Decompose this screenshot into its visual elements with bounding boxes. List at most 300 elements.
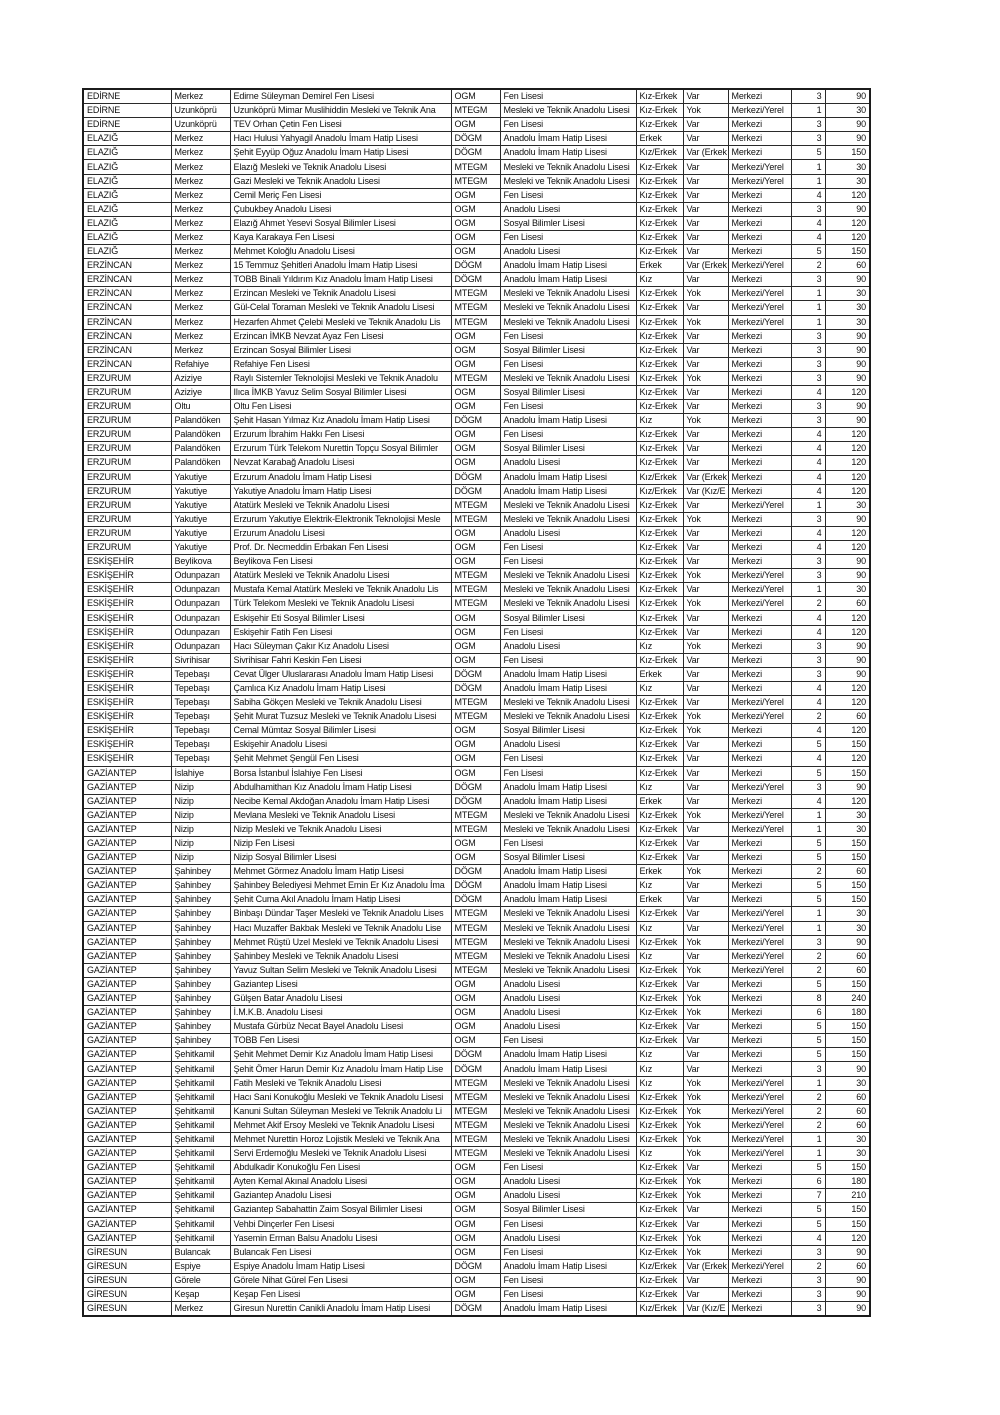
cell-district: Yakutiye bbox=[171, 526, 230, 540]
cell-school-type: Mesleki ve Teknik Anadolu Lisesi bbox=[500, 696, 636, 710]
cell-exam-scope: Merkezi/Yerel bbox=[728, 301, 791, 315]
cell-gender: Kız-Erkek bbox=[636, 104, 683, 118]
cell-quota: 150 bbox=[825, 836, 870, 850]
cell-gender: Kız-Erkek bbox=[636, 1132, 683, 1146]
cell-school-name: Erzurum Anadolu Lisesi bbox=[230, 526, 451, 540]
cell-class-count: 3 bbox=[791, 1287, 825, 1301]
cell-school-type: Anadolu İmam Hatip Lisesi bbox=[500, 1062, 636, 1076]
cell-province: GAZİANTEP bbox=[83, 1034, 171, 1048]
cell-school-name: Şehit Hasan Yılmaz Kız Anadolu İmam Hatip Lisesi bbox=[230, 414, 451, 428]
cell-school-type: Mesleki ve Teknik Anadolu Lisesi bbox=[500, 808, 636, 822]
cell-school-type: Anadolu Lisesi bbox=[500, 245, 636, 259]
cell-gender: Kız-Erkek bbox=[636, 202, 683, 216]
cell-gender: Kız bbox=[636, 879, 683, 893]
cell-quota: 150 bbox=[825, 1020, 870, 1034]
cell-gender: Kız-Erkek bbox=[636, 385, 683, 399]
cell-quota: 30 bbox=[825, 1076, 870, 1090]
table-row bbox=[83, 104, 870, 118]
cell-class-count: 5 bbox=[791, 1203, 825, 1217]
cell-gender: Kız-Erkek bbox=[636, 1231, 683, 1245]
cell-dormitory: Var bbox=[683, 780, 728, 794]
table-row bbox=[83, 766, 870, 780]
cell-district: Merkez bbox=[171, 301, 230, 315]
cell-dormitory: Yok bbox=[683, 287, 728, 301]
cell-quota: 90 bbox=[825, 1273, 870, 1287]
cell-province: ERZURUM bbox=[83, 512, 171, 526]
table-row bbox=[83, 1273, 870, 1287]
table-row bbox=[83, 329, 870, 343]
cell-directorate-code: OGM bbox=[451, 118, 500, 132]
cell-exam-scope: Merkezi bbox=[728, 89, 791, 104]
cell-class-count: 3 bbox=[791, 343, 825, 357]
cell-dormitory: Var bbox=[683, 1217, 728, 1231]
table-row bbox=[83, 639, 870, 653]
cell-quota: 60 bbox=[825, 1090, 870, 1104]
cell-gender: Kız-Erkek bbox=[636, 738, 683, 752]
cell-dormitory: Yok bbox=[683, 963, 728, 977]
cell-gender: Kız-Erkek bbox=[636, 555, 683, 569]
cell-district: Şehitkamil bbox=[171, 1217, 230, 1231]
cell-class-count: 3 bbox=[791, 1302, 825, 1317]
cell-class-count: 5 bbox=[791, 851, 825, 865]
cell-exam-scope: Merkezi bbox=[728, 639, 791, 653]
cell-school-type: Anadolu İmam Hatip Lisesi bbox=[500, 879, 636, 893]
cell-class-count: 1 bbox=[791, 921, 825, 935]
cell-school-type: Mesleki ve Teknik Anadolu Lisesi bbox=[500, 174, 636, 188]
cell-exam-scope: Merkezi bbox=[728, 724, 791, 738]
cell-gender: Kız-Erkek bbox=[636, 935, 683, 949]
cell-quota: 60 bbox=[825, 597, 870, 611]
cell-gender: Kız bbox=[636, 921, 683, 935]
cell-exam-scope: Merkezi/Yerel bbox=[728, 1076, 791, 1090]
cell-dormitory: Var bbox=[683, 357, 728, 371]
cell-district: Merkez bbox=[171, 230, 230, 244]
cell-exam-scope: Merkezi/Yerel bbox=[728, 822, 791, 836]
cell-district: Şehitkamil bbox=[171, 1090, 230, 1104]
cell-province: ESKİŞEHİR bbox=[83, 724, 171, 738]
cell-school-name: Mevlana Mesleki ve Teknik Anadolu Lisesi bbox=[230, 808, 451, 822]
cell-quota: 120 bbox=[825, 794, 870, 808]
table-row bbox=[83, 287, 870, 301]
cell-gender: Kız-Erkek bbox=[636, 1006, 683, 1020]
cell-province: GİRESUN bbox=[83, 1259, 171, 1273]
cell-class-count: 4 bbox=[791, 470, 825, 484]
cell-school-name: Gazi Mesleki ve Teknik Anadolu Lisesi bbox=[230, 174, 451, 188]
cell-quota: 90 bbox=[825, 780, 870, 794]
cell-quota: 60 bbox=[825, 963, 870, 977]
cell-class-count: 3 bbox=[791, 89, 825, 104]
cell-school-name: Şahinbey Belediyesi Mehmet Emin Er Kız Anadolu İma bbox=[230, 879, 451, 893]
cell-school-name: Elazığ Mesleki ve Teknik Anadolu Lisesi bbox=[230, 160, 451, 174]
cell-directorate-code: OGM bbox=[451, 357, 500, 371]
cell-class-count: 3 bbox=[791, 935, 825, 949]
cell-exam-scope: Merkezi bbox=[728, 1203, 791, 1217]
cell-school-name: Eskişehir Fatih Fen Lisesi bbox=[230, 625, 451, 639]
cell-district: Şehitkamil bbox=[171, 1147, 230, 1161]
cell-dormitory: Yok bbox=[683, 315, 728, 329]
cell-quota: 120 bbox=[825, 230, 870, 244]
cell-quota: 90 bbox=[825, 935, 870, 949]
cell-quota: 240 bbox=[825, 992, 870, 1006]
cell-gender: Kız-Erkek bbox=[636, 371, 683, 385]
cell-district: Şahinbey bbox=[171, 921, 230, 935]
cell-quota: 120 bbox=[825, 724, 870, 738]
cell-directorate-code: MTEGM bbox=[451, 1118, 500, 1132]
cell-school-type: Anadolu Lisesi bbox=[500, 977, 636, 991]
cell-school-name: Gülşen Batar Anadolu Lisesi bbox=[230, 992, 451, 1006]
cell-class-count: 3 bbox=[791, 329, 825, 343]
cell-class-count: 1 bbox=[791, 808, 825, 822]
cell-school-name: Gaziantep Anadolu Lisesi bbox=[230, 1189, 451, 1203]
cell-dormitory: Var bbox=[683, 1034, 728, 1048]
cell-gender: Kız/Erkek bbox=[636, 1259, 683, 1273]
cell-province: GAZİANTEP bbox=[83, 1076, 171, 1090]
cell-dormitory: Yok bbox=[683, 1175, 728, 1189]
table-row bbox=[83, 1118, 870, 1132]
table-row bbox=[83, 385, 870, 399]
cell-class-count: 3 bbox=[791, 1062, 825, 1076]
table-row bbox=[83, 301, 870, 315]
cell-province: GAZİANTEP bbox=[83, 1090, 171, 1104]
cell-district: Odunpazarı bbox=[171, 625, 230, 639]
cell-exam-scope: Merkezi bbox=[728, 357, 791, 371]
cell-directorate-code: DÖGM bbox=[451, 470, 500, 484]
cell-exam-scope: Merkezi bbox=[728, 1273, 791, 1287]
cell-province: ESKİŞEHİR bbox=[83, 583, 171, 597]
cell-class-count: 4 bbox=[791, 526, 825, 540]
cell-dormitory: Var bbox=[683, 230, 728, 244]
cell-school-type: Anadolu İmam Hatip Lisesi bbox=[500, 1259, 636, 1273]
cell-exam-scope: Merkezi/Yerel bbox=[728, 1147, 791, 1161]
cell-quota: 120 bbox=[825, 216, 870, 230]
table-row bbox=[83, 921, 870, 935]
cell-dormitory: Yok bbox=[683, 639, 728, 653]
cell-exam-scope: Merkezi bbox=[728, 385, 791, 399]
cell-dormitory: Var (Erkek bbox=[683, 1259, 728, 1273]
cell-class-count: 1 bbox=[791, 287, 825, 301]
table-row bbox=[83, 992, 870, 1006]
cell-school-type: Mesleki ve Teknik Anadolu Lisesi bbox=[500, 371, 636, 385]
cell-quota: 120 bbox=[825, 1231, 870, 1245]
cell-province: ERZİNCAN bbox=[83, 259, 171, 273]
cell-quota: 90 bbox=[825, 653, 870, 667]
cell-exam-scope: Merkezi bbox=[728, 1287, 791, 1301]
cell-school-name: Gül-Celal Toraman Mesleki ve Teknik Anadolu Lisesi bbox=[230, 301, 451, 315]
cell-district: Tepebaşı bbox=[171, 724, 230, 738]
cell-district: Nizip bbox=[171, 794, 230, 808]
cell-gender: Kız bbox=[636, 681, 683, 695]
cell-directorate-code: OGM bbox=[451, 1161, 500, 1175]
table-row bbox=[83, 1020, 870, 1034]
cell-district: Merkez bbox=[171, 216, 230, 230]
cell-school-type: Anadolu İmam Hatip Lisesi bbox=[500, 470, 636, 484]
cell-province: GAZİANTEP bbox=[83, 893, 171, 907]
cell-school-name: Eskişehir Eti Sosyal Bilimler Lisesi bbox=[230, 611, 451, 625]
cell-directorate-code: MTEGM bbox=[451, 104, 500, 118]
cell-class-count: 4 bbox=[791, 611, 825, 625]
table-row bbox=[83, 1006, 870, 1020]
cell-school-name: Yakutiye Anadolu İmam Hatip Lisesi bbox=[230, 484, 451, 498]
cell-school-type: Fen Lisesi bbox=[500, 1217, 636, 1231]
cell-gender: Kız-Erkek bbox=[636, 597, 683, 611]
cell-school-type: Anadolu İmam Hatip Lisesi bbox=[500, 893, 636, 907]
cell-district: Keşap bbox=[171, 1287, 230, 1301]
cell-exam-scope: Merkezi bbox=[728, 681, 791, 695]
cell-quota: 60 bbox=[825, 1104, 870, 1118]
cell-quota: 120 bbox=[825, 696, 870, 710]
cell-gender: Kız-Erkek bbox=[636, 1203, 683, 1217]
cell-directorate-code: DÖGM bbox=[451, 146, 500, 160]
cell-district: Merkez bbox=[171, 259, 230, 273]
cell-district: Nizip bbox=[171, 836, 230, 850]
cell-school-name: Şehit Eyyüp Oğuz Anadolu İmam Hatip Lisesi bbox=[230, 146, 451, 160]
cell-quota: 30 bbox=[825, 174, 870, 188]
cell-school-name: Mustafa Kemal Atatürk Mesleki ve Teknik Anadolu Lis bbox=[230, 583, 451, 597]
cell-district: Palandöken bbox=[171, 428, 230, 442]
cell-province: ELAZIĞ bbox=[83, 160, 171, 174]
cell-school-type: Mesleki ve Teknik Anadolu Lisesi bbox=[500, 498, 636, 512]
cell-province: GAZİANTEP bbox=[83, 879, 171, 893]
cell-school-name: Borsa İstanbul İslahiye Fen Lisesi bbox=[230, 766, 451, 780]
cell-gender: Kız-Erkek bbox=[636, 541, 683, 555]
cell-dormitory: Yok bbox=[683, 710, 728, 724]
cell-directorate-code: MTEGM bbox=[451, 301, 500, 315]
table-row bbox=[83, 259, 870, 273]
cell-province: ERZURUM bbox=[83, 428, 171, 442]
cell-directorate-code: OGM bbox=[451, 977, 500, 991]
cell-directorate-code: OGM bbox=[451, 1189, 500, 1203]
cell-directorate-code: MTEGM bbox=[451, 808, 500, 822]
cell-district: Nizip bbox=[171, 822, 230, 836]
table-row bbox=[83, 893, 870, 907]
table-row bbox=[83, 1203, 870, 1217]
cell-school-name: Erzurum Anadolu İmam Hatip Lisesi bbox=[230, 470, 451, 484]
cell-quota: 90 bbox=[825, 132, 870, 146]
table-row bbox=[83, 132, 870, 146]
cell-school-name: Nizip Sosyal Bilimler Lisesi bbox=[230, 851, 451, 865]
cell-district: Merkez bbox=[171, 287, 230, 301]
table-row bbox=[83, 569, 870, 583]
cell-district: Merkez bbox=[171, 329, 230, 343]
cell-school-name: Edirne Süleyman Demirel Fen Lisesi bbox=[230, 89, 451, 104]
cell-school-name: Vehbi Dinçerler Fen Lisesi bbox=[230, 1217, 451, 1231]
cell-exam-scope: Merkezi/Yerel bbox=[728, 597, 791, 611]
cell-exam-scope: Merkezi bbox=[728, 1189, 791, 1203]
table-row bbox=[83, 414, 870, 428]
cell-gender: Kız-Erkek bbox=[636, 1175, 683, 1189]
cell-school-name: Yasemin Erman Balsu Anadolu Lisesi bbox=[230, 1231, 451, 1245]
cell-exam-scope: Merkezi/Yerel bbox=[728, 1104, 791, 1118]
cell-school-name: Abdulkadir Konukoğlu Fen Lisesi bbox=[230, 1161, 451, 1175]
cell-school-type: Anadolu Lisesi bbox=[500, 992, 636, 1006]
cell-dormitory: Var bbox=[683, 273, 728, 287]
cell-gender: Kız-Erkek bbox=[636, 569, 683, 583]
cell-class-count: 4 bbox=[791, 752, 825, 766]
cell-gender: Kız bbox=[636, 1062, 683, 1076]
table-row bbox=[83, 1034, 870, 1048]
cell-dormitory: Var bbox=[683, 949, 728, 963]
table-row bbox=[83, 357, 870, 371]
cell-exam-scope: Merkezi bbox=[728, 992, 791, 1006]
cell-class-count: 3 bbox=[791, 1245, 825, 1259]
cell-gender: Kız-Erkek bbox=[636, 428, 683, 442]
cell-directorate-code: MTEGM bbox=[451, 597, 500, 611]
cell-gender: Kız-Erkek bbox=[636, 245, 683, 259]
cell-school-name: Nizip Mesleki ve Teknik Anadolu Lisesi bbox=[230, 822, 451, 836]
cell-district: Aziziye bbox=[171, 385, 230, 399]
cell-school-name: Sabiha Gökçen Mesleki ve Teknik Anadolu Lisesi bbox=[230, 696, 451, 710]
cell-dormitory: Yok bbox=[683, 1132, 728, 1146]
cell-district: Şahinbey bbox=[171, 1034, 230, 1048]
cell-class-count: 4 bbox=[791, 696, 825, 710]
cell-class-count: 4 bbox=[791, 681, 825, 695]
cell-dormitory: Var bbox=[683, 301, 728, 315]
cell-school-name: Espiye Anadolu İmam Hatip Lisesi bbox=[230, 1259, 451, 1273]
table-row bbox=[83, 428, 870, 442]
cell-quota: 60 bbox=[825, 1118, 870, 1132]
cell-dormitory: Var bbox=[683, 442, 728, 456]
cell-gender: Kız-Erkek bbox=[636, 343, 683, 357]
cell-dormitory: Var bbox=[683, 89, 728, 104]
cell-school-type: Sosyal Bilimler Lisesi bbox=[500, 851, 636, 865]
cell-class-count: 3 bbox=[791, 555, 825, 569]
cell-dormitory: Yok bbox=[683, 1090, 728, 1104]
cell-class-count: 1 bbox=[791, 1132, 825, 1146]
cell-school-name: Hezarfen Ahmet Çelebi Mesleki ve Teknik Anadolu Lis bbox=[230, 315, 451, 329]
cell-school-name: Hacı Muzaffer Bakbak Mesleki ve Teknik Anadolu Lise bbox=[230, 921, 451, 935]
cell-exam-scope: Merkezi bbox=[728, 653, 791, 667]
cell-class-count: 4 bbox=[791, 216, 825, 230]
cell-school-name: Mehmet Koloğlu Anadolu Lisesi bbox=[230, 245, 451, 259]
cell-province: ELAZIĞ bbox=[83, 202, 171, 216]
cell-school-name: Hacı Hulusi Yahyagil Anadolu İmam Hatip Lisesi bbox=[230, 132, 451, 146]
cell-exam-scope: Merkezi/Yerel bbox=[728, 780, 791, 794]
cell-district: Şahinbey bbox=[171, 893, 230, 907]
cell-exam-scope: Merkezi bbox=[728, 667, 791, 681]
table-row bbox=[83, 541, 870, 555]
table-row bbox=[83, 498, 870, 512]
cell-exam-scope: Merkezi bbox=[728, 836, 791, 850]
cell-province: ERZURUM bbox=[83, 498, 171, 512]
cell-dormitory: Var bbox=[683, 555, 728, 569]
cell-dormitory: Yok bbox=[683, 371, 728, 385]
cell-quota: 90 bbox=[825, 639, 870, 653]
cell-province: EDİRNE bbox=[83, 104, 171, 118]
cell-school-name: Mehmet Nurettin Horoz Lojistik Mesleki ve Teknik Ana bbox=[230, 1132, 451, 1146]
cell-school-name: İ.M.K.B. Anadolu Lisesi bbox=[230, 1006, 451, 1020]
cell-gender: Kız-Erkek bbox=[636, 696, 683, 710]
cell-school-type: Mesleki ve Teknik Anadolu Lisesi bbox=[500, 1090, 636, 1104]
cell-exam-scope: Merkezi/Yerel bbox=[728, 949, 791, 963]
cell-district: İslahiye bbox=[171, 766, 230, 780]
cell-dormitory: Var bbox=[683, 977, 728, 991]
cell-gender: Kız bbox=[636, 1076, 683, 1090]
cell-province: ERZİNCAN bbox=[83, 287, 171, 301]
cell-dormitory: Var bbox=[683, 400, 728, 414]
cell-directorate-code: OGM bbox=[451, 245, 500, 259]
cell-dormitory: Var bbox=[683, 893, 728, 907]
cell-quota: 150 bbox=[825, 1034, 870, 1048]
cell-quota: 150 bbox=[825, 766, 870, 780]
cell-quota: 30 bbox=[825, 104, 870, 118]
table-row bbox=[83, 174, 870, 188]
cell-directorate-code: OGM bbox=[451, 1203, 500, 1217]
cell-directorate-code: DÖGM bbox=[451, 667, 500, 681]
cell-school-type: Mesleki ve Teknik Anadolu Lisesi bbox=[500, 1147, 636, 1161]
cell-gender: Kız-Erkek bbox=[636, 611, 683, 625]
cell-school-type: Fen Lisesi bbox=[500, 1034, 636, 1048]
cell-district: Yakutiye bbox=[171, 484, 230, 498]
cell-class-count: 5 bbox=[791, 1161, 825, 1175]
cell-quota: 120 bbox=[825, 541, 870, 555]
cell-exam-scope: Merkezi bbox=[728, 893, 791, 907]
cell-school-name: Atatürk Mesleki ve Teknik Anadolu Lisesi bbox=[230, 569, 451, 583]
cell-gender: Erkek bbox=[636, 794, 683, 808]
cell-class-count: 1 bbox=[791, 583, 825, 597]
cell-exam-scope: Merkezi bbox=[728, 1175, 791, 1189]
cell-school-type: Mesleki ve Teknik Anadolu Lisesi bbox=[500, 710, 636, 724]
cell-class-count: 4 bbox=[791, 794, 825, 808]
cell-school-name: Şehit Mehmet Şengül Fen Lisesi bbox=[230, 752, 451, 766]
cell-exam-scope: Merkezi bbox=[728, 879, 791, 893]
cell-gender: Kız bbox=[636, 780, 683, 794]
table-row bbox=[83, 1189, 870, 1203]
cell-exam-scope: Merkezi bbox=[728, 1161, 791, 1175]
cell-class-count: 3 bbox=[791, 371, 825, 385]
cell-gender: Kız-Erkek bbox=[636, 1034, 683, 1048]
cell-school-type: Fen Lisesi bbox=[500, 400, 636, 414]
cell-dormitory: Var bbox=[683, 1203, 728, 1217]
cell-exam-scope: Merkezi/Yerel bbox=[728, 583, 791, 597]
cell-gender: Kız-Erkek bbox=[636, 118, 683, 132]
cell-class-count: 7 bbox=[791, 1189, 825, 1203]
cell-school-name: Ilıca İMKB Yavuz Selim Sosyal Bilimler Lisesi bbox=[230, 385, 451, 399]
cell-province: GAZİANTEP bbox=[83, 1104, 171, 1118]
cell-exam-scope: Merkezi bbox=[728, 1302, 791, 1317]
cell-dormitory: Var bbox=[683, 526, 728, 540]
cell-class-count: 5 bbox=[791, 879, 825, 893]
cell-province: ERZURUM bbox=[83, 456, 171, 470]
cell-dormitory: Var bbox=[683, 541, 728, 555]
cell-gender: Kız bbox=[636, 414, 683, 428]
cell-quota: 90 bbox=[825, 357, 870, 371]
table-row bbox=[83, 738, 870, 752]
cell-class-count: 4 bbox=[791, 428, 825, 442]
cell-gender: Kız-Erkek bbox=[636, 963, 683, 977]
cell-dormitory: Var bbox=[683, 696, 728, 710]
cell-school-type: Mesleki ve Teknik Anadolu Lisesi bbox=[500, 583, 636, 597]
cell-school-name: Mehmet Rüştü Uzel Mesleki ve Teknik Anadolu Lisesi bbox=[230, 935, 451, 949]
cell-quota: 120 bbox=[825, 188, 870, 202]
cell-directorate-code: OGM bbox=[451, 1006, 500, 1020]
table-row bbox=[83, 400, 870, 414]
cell-directorate-code: OGM bbox=[451, 1273, 500, 1287]
cell-class-count: 2 bbox=[791, 1090, 825, 1104]
cell-quota: 30 bbox=[825, 1132, 870, 1146]
cell-province: ESKİŞEHİR bbox=[83, 611, 171, 625]
cell-directorate-code: OGM bbox=[451, 653, 500, 667]
cell-province: GAZİANTEP bbox=[83, 1175, 171, 1189]
cell-exam-scope: Merkezi bbox=[728, 442, 791, 456]
cell-quota: 90 bbox=[825, 1302, 870, 1317]
cell-quota: 30 bbox=[825, 315, 870, 329]
cell-exam-scope: Merkezi bbox=[728, 132, 791, 146]
cell-gender: Kız-Erkek bbox=[636, 653, 683, 667]
cell-exam-scope: Merkezi bbox=[728, 541, 791, 555]
cell-province: ERZİNCAN bbox=[83, 343, 171, 357]
cell-dormitory: Var (Erkek bbox=[683, 470, 728, 484]
cell-gender: Kız-Erkek bbox=[636, 625, 683, 639]
